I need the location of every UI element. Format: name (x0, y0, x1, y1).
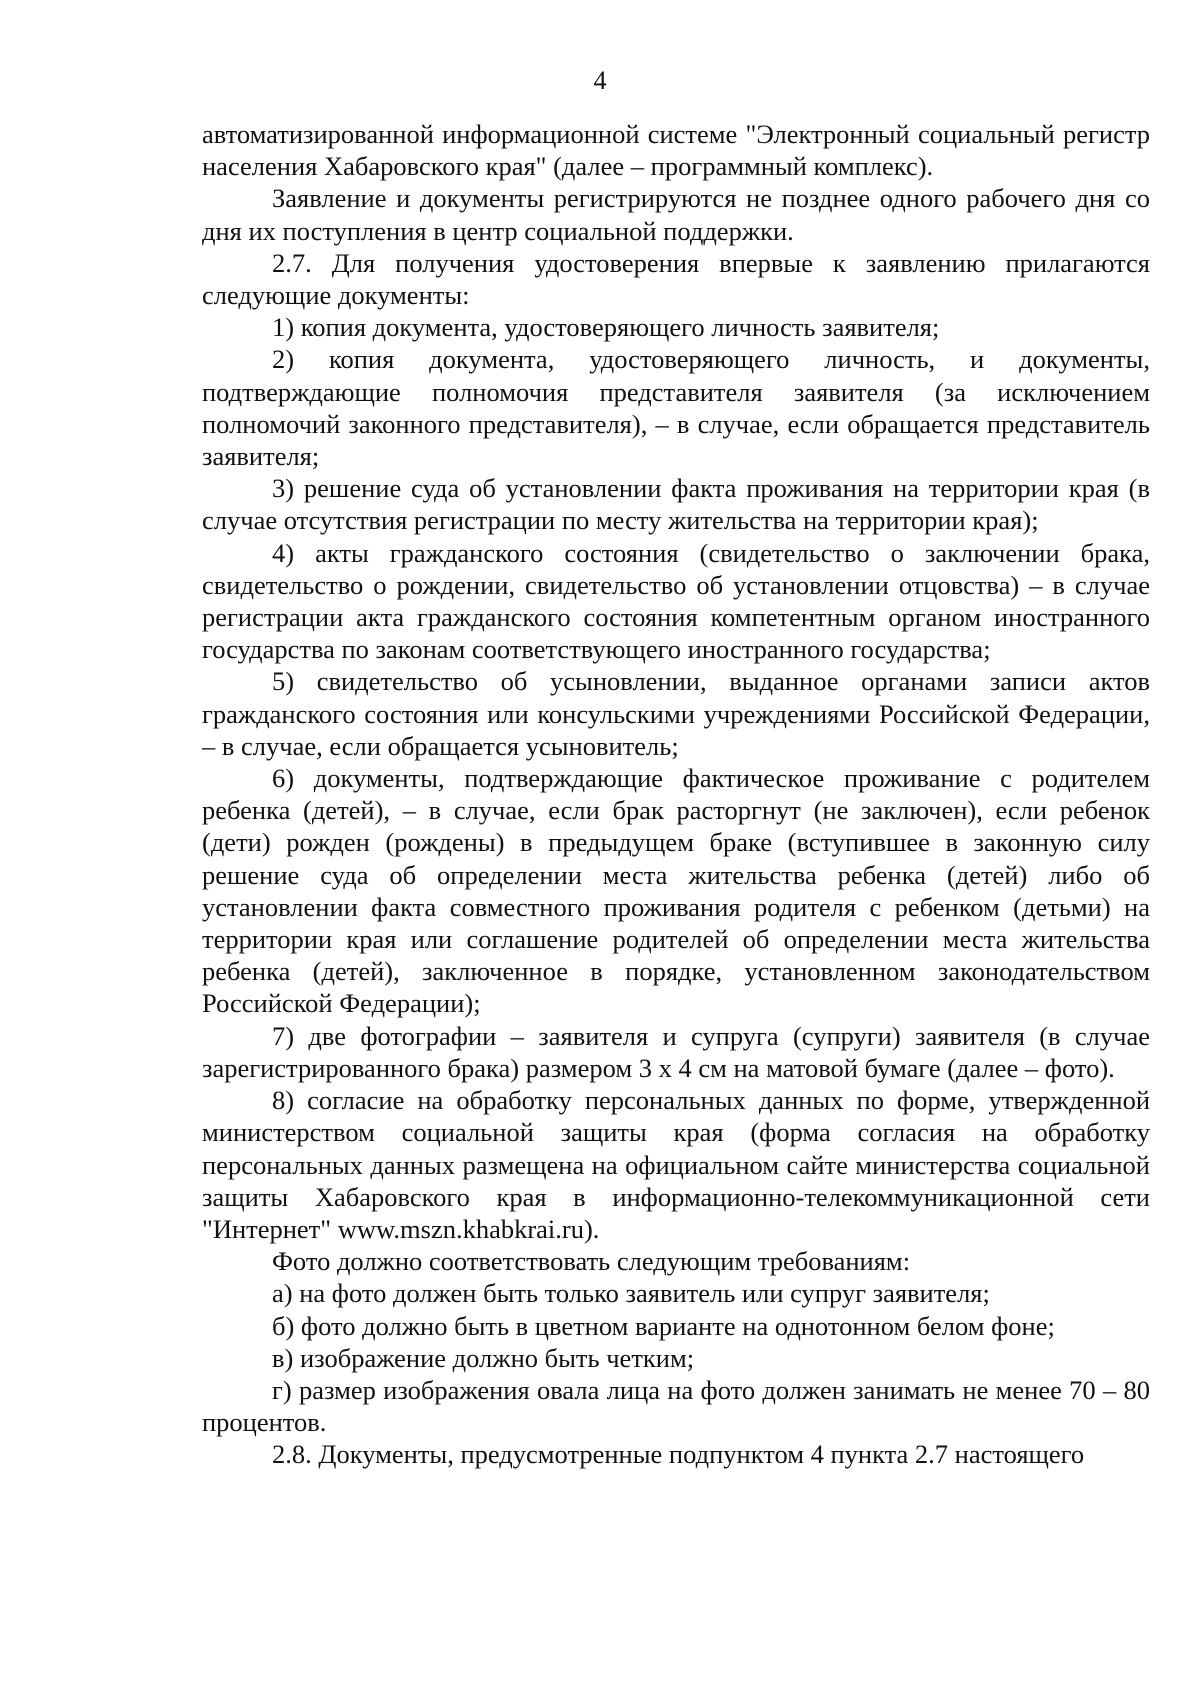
photo-requirement-a: а) на фото должен быть только заявитель или супруг заявителя; (272, 1278, 990, 1309)
list-item-6: 6) документы, подтверждающие фактическое проживание с родителем ребенка (детей), – в случае, если брак расторгнут (не заключен), если ребенок (дети) рожден (рождены) в предыдущем браке (вступившее в законную силу решение суда об определении места жительства ребенка (детей) либо об установлении факта совместного проживания родителя с ребенком (детьми) на территории края или соглашение родителей об определении места жительства ребенка (детей), заключенное в порядке, установленном законодательством Российской Федерации); (202, 763, 1150, 1019)
list-item-3: 3) решение суда об установлении факта проживания на территории края (в случае отсутствия регистрации по месту жительства на территории края); (202, 473, 1150, 536)
list-item-8: 8) согласие на обработку персональных данных по форме, утвержденной министерством социальной защиты края (форма согласия на обработку персональных данных размещена на официальном сайте министерства социальной защиты Хабаровского края в информационно-телекоммуникационной сети "Интернет" www.mszn.khabkrai.ru). (202, 1085, 1150, 1244)
list-item-1: 1) копия документа, удостоверяющего личность заявителя; (272, 312, 940, 343)
paragraph-2-8: 2.8. Документы, предусмотренные подпунктом 4 пункта 2.7 настоящего (272, 1439, 1085, 1470)
list-item-5: 5) свидетельство об усыновлении, выданное органами записи актов гражданского состояния или консульскими учреждениями Российской Федерации, – в случае, если обращается усыновитель; (202, 666, 1150, 761)
photo-requirement-d: г) размер изображения овала лица на фото должен занимать не менее 70 – 80 процентов. (202, 1374, 1150, 1438)
photo-requirement-c: в) изображение должно быть четким; (272, 1342, 695, 1373)
list-item-2: 2) копия документа, удостоверяющего личность, и документы, подтверждающие полномочия представителя заявителя (за исключением полномочий законного представителя), – в случае, если обращается представитель заявителя; (202, 344, 1150, 472)
paragraph: Заявление и документы регистрируются не позднее одного рабочего дня со дня их поступления в центр социальной поддержки. (202, 183, 1150, 246)
paragraph-continuation: автоматизированной информационной системе "Электронный социальный регистр населения Хабаровского края" (далее – программный комплекс). (202, 119, 1150, 182)
list-item-4: 4) акты гражданского состояния (свидетельство о заключении брака, свидетельство о рождении, свидетельство об установлении отцовства) – в случае регистрации акта гражданского состояния компетентным органом иностранного государства по законам соответствующего иностранного государства; (202, 537, 1150, 665)
paragraph-2-7: 2.7. Для получения удостоверения впервые к заявлению прилагаются следующие документы: (202, 247, 1150, 311)
document-body (202, 118, 1150, 1471)
list-item-7: 7) две фотографии – заявителя и супруга (супруги) заявителя (в случае зарегистрированного брака) размером 3 х 4 см на матовой бумаге (далее – фото). (202, 1020, 1150, 1083)
page-number: 4 (593, 66, 607, 95)
photo-requirements-heading: Фото должно соответствовать следующим требованиям: (272, 1246, 911, 1277)
photo-requirement-b: б) фото должно быть в цветном варианте на однотонном белом фоне; (272, 1310, 1055, 1341)
